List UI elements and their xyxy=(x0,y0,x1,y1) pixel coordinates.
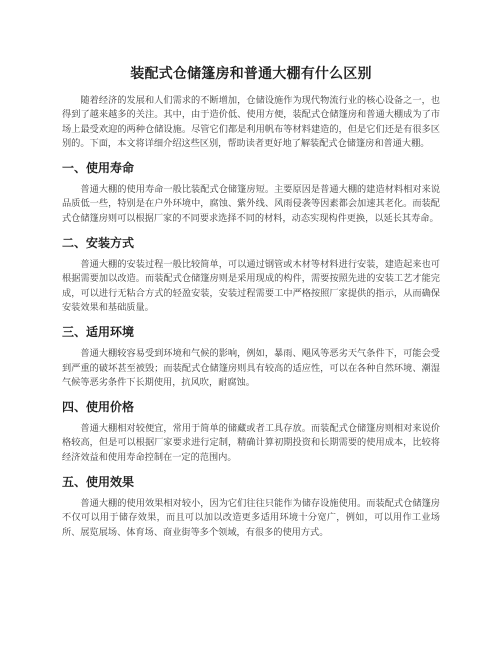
intro-paragraph: 随着经济的发展和人们需求的不断增加，仓储设施作为现代物流行业的核心设备之一，也得到了越来越多的关注。其中，由于造价低、使用方便，装配式仓储篷房和普通大棚成为了市场上最受欢迎的两种仓储设施。尽管它们都是利用帆布等材料建造的，但是它们还是有很多区别的。下面，本文将详细介绍这些区别，帮助读者更好地了解装配式仓储篷房和普通大棚。 xyxy=(62,95,440,149)
section-heading-price: 四、使用价格 xyxy=(62,400,135,415)
section-body-effect: 普通大棚的使用效果相对较小，因为它们往往只能作为储存设施使用。而装配式仓储篷房不仅可以用于储存效果，而且可以加以改造更多适用环境十分宽广，例如，可以用作工业场所、展览展场、体育场、商业街等多个领域，有很多的使用方式。 xyxy=(62,498,440,538)
section-heading-environment: 三、适用环境 xyxy=(62,325,135,340)
page-title: 装配式仓储篷房和普通大棚有什么区别 xyxy=(130,66,372,82)
section-heading-installation: 二、安装方式 xyxy=(62,236,135,251)
section-heading-lifespan: 一、使用寿命 xyxy=(62,161,135,176)
section-body-environment: 普通大棚较容易受到环境和气候的影响，例如，暴雨、飓风等恶劣天气条件下，可能会受到严重的破坏甚至被毁；而装配式仓储篷房则具有较高的适应性，可以在各种自然环境、潮湿气候等恶劣条件下长期使用，抗风吹，耐腐蚀。 xyxy=(62,348,440,388)
section-heading-effect: 五、使用效果 xyxy=(62,475,135,490)
section-body-installation: 普通大棚的安装过程一般比较简单，可以通过钢管或木材等材料进行安装，建造起来也可根据需要加以改造。而装配式仓储篷房则是采用现成的构件，需要按照先进的安装工艺才能完成，可以进行无粘合方式的轻盈安装，安装过程需要工中严格按照厂家提供的指示，从而确保安装效果和基础质量。 xyxy=(62,259,440,313)
section-body-lifespan: 普通大棚的使用寿命一般比装配式仓储篷房短。主要原因是普通大棚的建造材料相对来说品质低一些，特别是在户外环境中，腐蚀、紫外线、风雨侵袭等因素都会加速其老化。而装配式仓储篷房则可以根据厂家的不同要求选择不同的材料，动态实现构件更换，以延长其寿命。 xyxy=(62,184,440,224)
section-body-price: 普通大棚相对较便宜，常用于简单的储藏或者工具存放。而装配式仓储篷房则相对来说价格较高，但是可以根据厂家要求进行定制，精确计算初期投资和长期需要的使用成本，比较将经济效益和使用寿命控制在一定的范围内。 xyxy=(62,423,440,463)
